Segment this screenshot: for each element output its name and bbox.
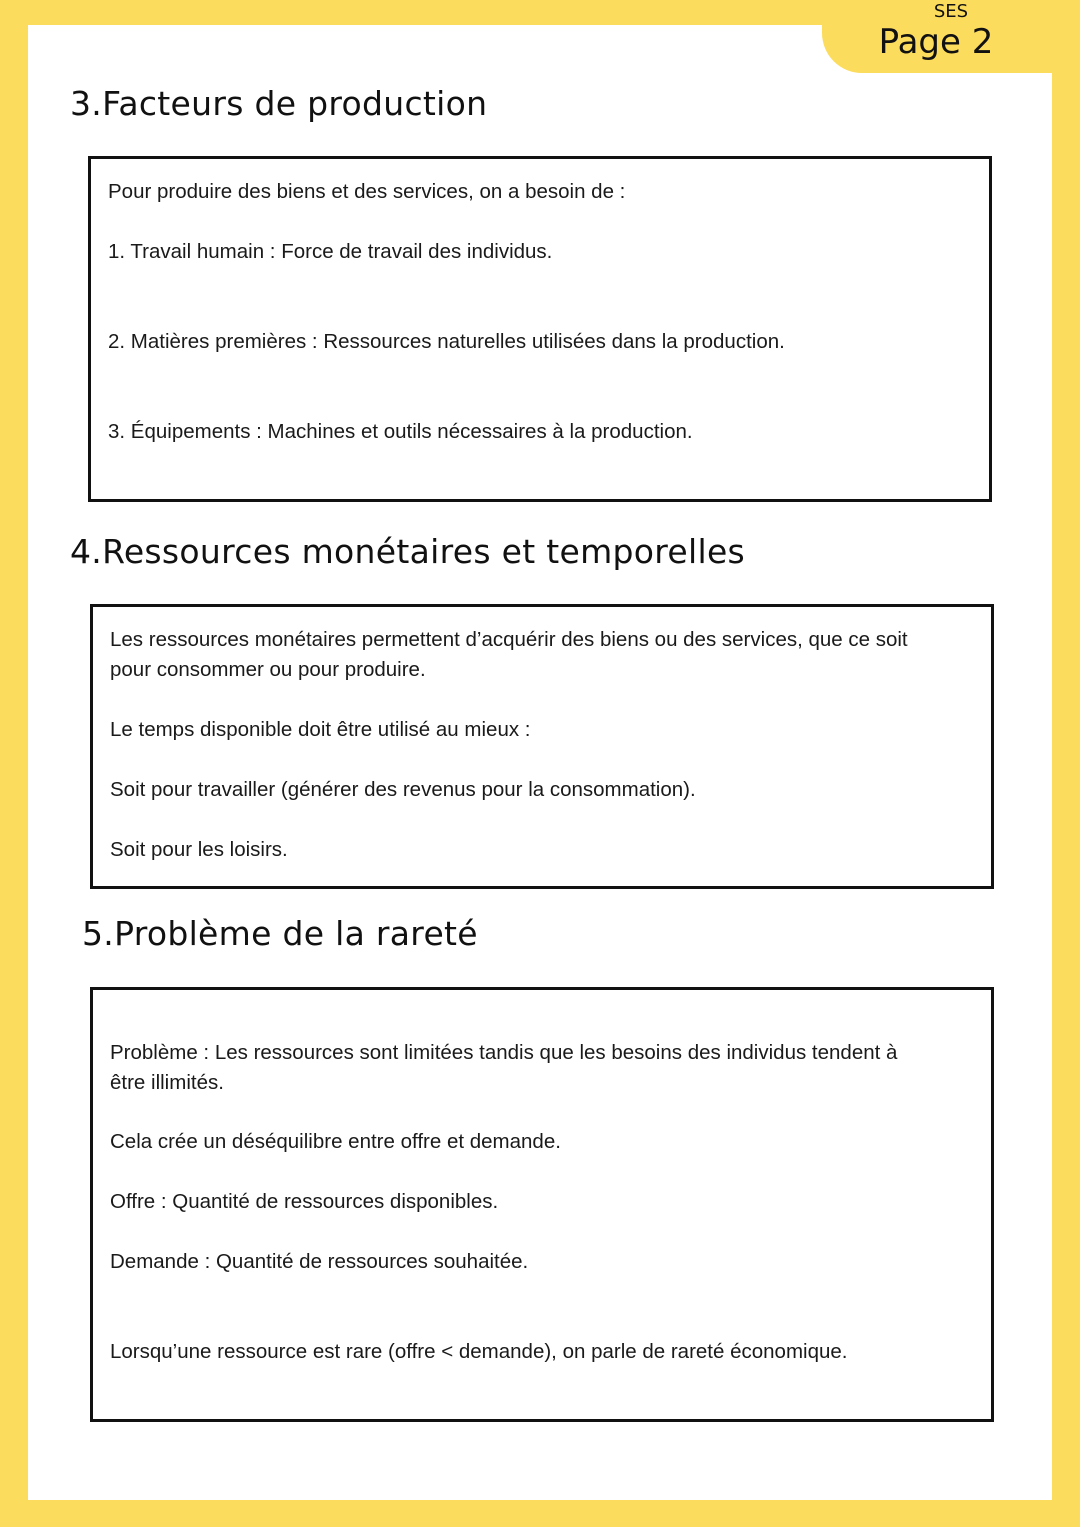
text-line: 2. Matières premières : Ressources naturelles utilisées dans la production.	[108, 330, 785, 353]
text-line: 1. Travail humain : Force de travail des individus.	[108, 240, 553, 263]
section-title: 5.Problème de la rareté	[82, 914, 478, 953]
text-line: pour consommer ou pour produire.	[110, 658, 426, 681]
text-line: Problème : Les ressources sont limitées tandis que les besoins des individus tendent à	[110, 1041, 898, 1064]
text-line: Le temps disponible doit être utilisé au mieux :	[110, 718, 531, 741]
subject-label: SES	[933, 1, 969, 22]
page-number: Page 2	[878, 22, 994, 62]
page-tab	[822, 0, 1080, 73]
section-title: 4.Ressources monétaires et temporelles	[70, 532, 746, 571]
text-line: Soit pour les loisirs.	[110, 838, 288, 861]
text-line: Lorsqu’une ressource est rare (offre < demande), on parle de rareté économique.	[110, 1340, 848, 1363]
text-line: Cela crée un déséquilibre entre offre et demande.	[110, 1130, 561, 1153]
text-line: Les ressources monétaires permettent d’acquérir des biens ou des services, que ce soit	[110, 628, 908, 651]
text-line: 3. Équipements : Machines et outils nécessaires à la production.	[108, 420, 693, 443]
text-line: Soit pour travailler (générer des revenus pour la consommation).	[110, 778, 696, 801]
section-title: 3.Facteurs de production	[70, 84, 488, 123]
text-line: Demande : Quantité de ressources souhaitée.	[110, 1250, 529, 1273]
text-line: Offre : Quantité de ressources disponibles.	[110, 1190, 499, 1213]
text-line: être illimités.	[110, 1071, 224, 1094]
text-line: Pour produire des biens et des services, on a besoin de :	[108, 180, 626, 203]
